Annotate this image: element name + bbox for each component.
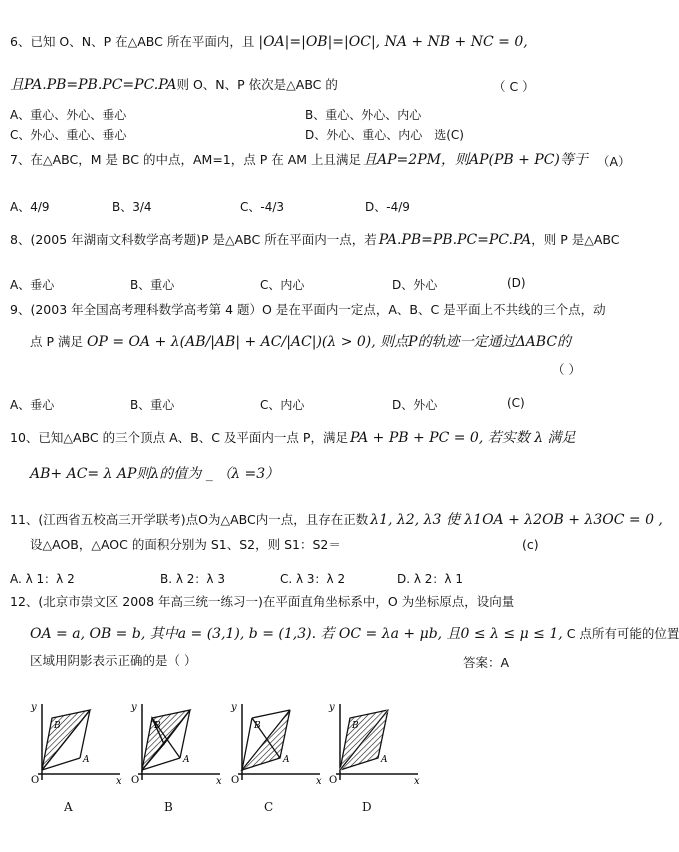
origin-label: O bbox=[329, 775, 338, 786]
x-axis-label: x bbox=[316, 776, 322, 787]
q6-option-c: C、外心、重心、垂心 bbox=[10, 128, 127, 142]
x-axis-label: x bbox=[116, 776, 122, 787]
q8-formula: PA.PB=PB.PC=PC.PA bbox=[378, 232, 532, 248]
q12-figure-b bbox=[128, 700, 224, 814]
q6-formula1: |OA|=|OB|=|OC|, NA + NB + NC = 0, bbox=[258, 34, 528, 50]
q11-answer: (c) bbox=[522, 537, 539, 552]
q9-paren: （ ） bbox=[552, 362, 581, 377]
y-axis-label: y bbox=[131, 702, 137, 713]
q9-option-a: A、垂心 bbox=[10, 398, 55, 412]
figure-label-d: D bbox=[362, 800, 372, 814]
origin-label: O bbox=[231, 775, 240, 786]
q6-option-d: D、外心、重心、内心 选(C) bbox=[305, 128, 464, 142]
y-axis-label: y bbox=[31, 702, 37, 713]
figure-label-a: A bbox=[64, 800, 73, 814]
q9-formula: OP = OA + λ(AB/|AB| + AC/|AC|)(λ > 0), 则点P的轨迹一定通过ΔABC的 bbox=[87, 334, 572, 350]
q12-condition: OA = a, OB = b, 其中a = (3,1), b = (1,3). 若 OC = λa + μb, 且0 ≤ λ ≤ μ ≤ 1, C 点所有可能的位置 bbox=[30, 626, 679, 642]
q12-figure-a bbox=[28, 700, 124, 814]
point-a-label: A bbox=[83, 755, 90, 765]
q9-answer: (C) bbox=[507, 396, 525, 410]
q7-answer: （A） bbox=[597, 154, 631, 169]
x-axis-label: x bbox=[216, 776, 222, 787]
q9-condition: 点 P 满足 OP = OA + λ(AB/|AB| + AC/|AC|)(λ > 0), 则点P的轨迹一定通过ΔABC的 bbox=[30, 334, 572, 350]
figure-label-b: B bbox=[164, 800, 173, 814]
q11-option-a: A. λ 1：λ 2 bbox=[10, 572, 75, 586]
q8-option-c: C、内心 bbox=[260, 278, 305, 292]
q7-option-d: D、-4/9 bbox=[365, 200, 410, 214]
q12-formula: OA = a, OB = b, 其中a = (3,1), b = (1,3). 若 OC = λa + μb, 且0 ≤ λ ≤ μ ≤ 1, bbox=[30, 626, 563, 642]
q6-note: 选(C) bbox=[434, 128, 464, 142]
q6-option-a: A、重心、外心、垂心 bbox=[10, 108, 127, 122]
q11-stem: 11、(江西省五校高三开学联考)点O为△ABC内一点，且存在正数 λ1, λ2, λ3 使 λ1OA + λ2OB + λ3OC = 0 , bbox=[10, 512, 663, 528]
q12-figure-c bbox=[228, 700, 324, 814]
q11-option-d: D. λ 2：λ 1 bbox=[397, 572, 463, 586]
point-a-label: A bbox=[183, 755, 190, 765]
q7-stem: 7、在△ABC，M 是 BC 的中点，AM=1，点 P 在 AM 上且满足 且AP=2PM，则AP(PB + PC)等于 bbox=[10, 152, 588, 168]
q8-answer: (D) bbox=[507, 276, 526, 290]
q8-stem: 8、(2005 年湖南文科数学高考题)P 是△ABC 所在平面内一点，若 PA.PB=PB.PC=PC.PA，则 P 是△ABC bbox=[10, 232, 620, 248]
point-b-label: B bbox=[154, 721, 161, 731]
q12-answer: 答案：A bbox=[463, 655, 510, 670]
q12-stem: 12、(北京市崇文区 2008 年高三统一练习一)在平面直角坐标系中，O 为坐标原点，设向量 bbox=[10, 594, 515, 609]
x-axis-label: x bbox=[414, 776, 420, 787]
q11-line2: 设△AOB，△AOC 的面积分别为 S1、S2，则 S1：S2＝ bbox=[30, 537, 341, 552]
point-a-label: A bbox=[283, 755, 290, 765]
q8-option-d: D、外心 bbox=[392, 278, 438, 292]
q9-option-d: D、外心 bbox=[392, 398, 438, 412]
q6-answer: （ C ） bbox=[493, 79, 535, 94]
origin-label: O bbox=[31, 775, 40, 786]
q10-line2: AB+ AC= λ AP则λ的值为 _ （λ =3） bbox=[30, 466, 280, 482]
point-b-label: B bbox=[352, 721, 359, 731]
q8-option-a: A、垂心 bbox=[10, 278, 55, 292]
q6-formula2: 且PA.PB=PB.PC=PC.PA bbox=[10, 77, 177, 93]
point-b-label: B bbox=[54, 721, 61, 731]
q11-option-b: B. λ 2：λ 3 bbox=[160, 572, 225, 586]
q7-option-c: C、-4/3 bbox=[240, 200, 285, 214]
q12-line3: 区域用阴影表示正确的是（ ） bbox=[30, 653, 197, 668]
q12-figure-d bbox=[326, 700, 422, 814]
q10-formula: PA + PB + PC = 0, 若实数 λ 满足 bbox=[349, 430, 576, 446]
q8-option-b: B、重心 bbox=[130, 278, 175, 292]
origin-label: O bbox=[131, 775, 140, 786]
q6-condition: 且PA.PB=PB.PC=PC.PA则 O、N、P 依次是△ABC 的 bbox=[10, 77, 338, 93]
q9-option-c: C、内心 bbox=[260, 398, 305, 412]
q9-stem: 9、(2003 年全国高考理科数学高考第 4 题）O 是在平面内一定点，A、B、C 是平面上不共线的三个点，动 bbox=[10, 302, 606, 317]
q6-option-b: B、重心、外心、内心 bbox=[305, 108, 422, 122]
q9-option-b: B、重心 bbox=[130, 398, 175, 412]
y-axis-label: y bbox=[329, 702, 335, 713]
q6-stem: 6、已知 O、N、P 在△ABC 所在平面内，且 |OA|=|OB|=|OC|, NA + NB + NC = 0, bbox=[10, 34, 528, 50]
q10-stem: 10、已知△ABC 的三个顶点 A、B、C 及平面内一点 P，满足 PA + PB + PC = 0, 若实数 λ 满足 bbox=[10, 430, 576, 446]
figure-label-c: C bbox=[264, 800, 274, 814]
point-a-label: A bbox=[381, 755, 388, 765]
q11-option-c: C. λ 3：λ 2 bbox=[280, 572, 346, 586]
q7-option-a: A、4/9 bbox=[10, 200, 50, 214]
y-axis-label: y bbox=[231, 702, 237, 713]
q7-option-b: B、3/4 bbox=[112, 200, 152, 214]
q11-formula: λ1, λ2, λ3 使 λ1OA + λ2OB + λ3OC = 0 , bbox=[370, 512, 663, 528]
point-b-label: B bbox=[254, 721, 261, 731]
q7-formula: 且AP=2PM，则AP(PB + PC)等于 bbox=[363, 152, 588, 168]
